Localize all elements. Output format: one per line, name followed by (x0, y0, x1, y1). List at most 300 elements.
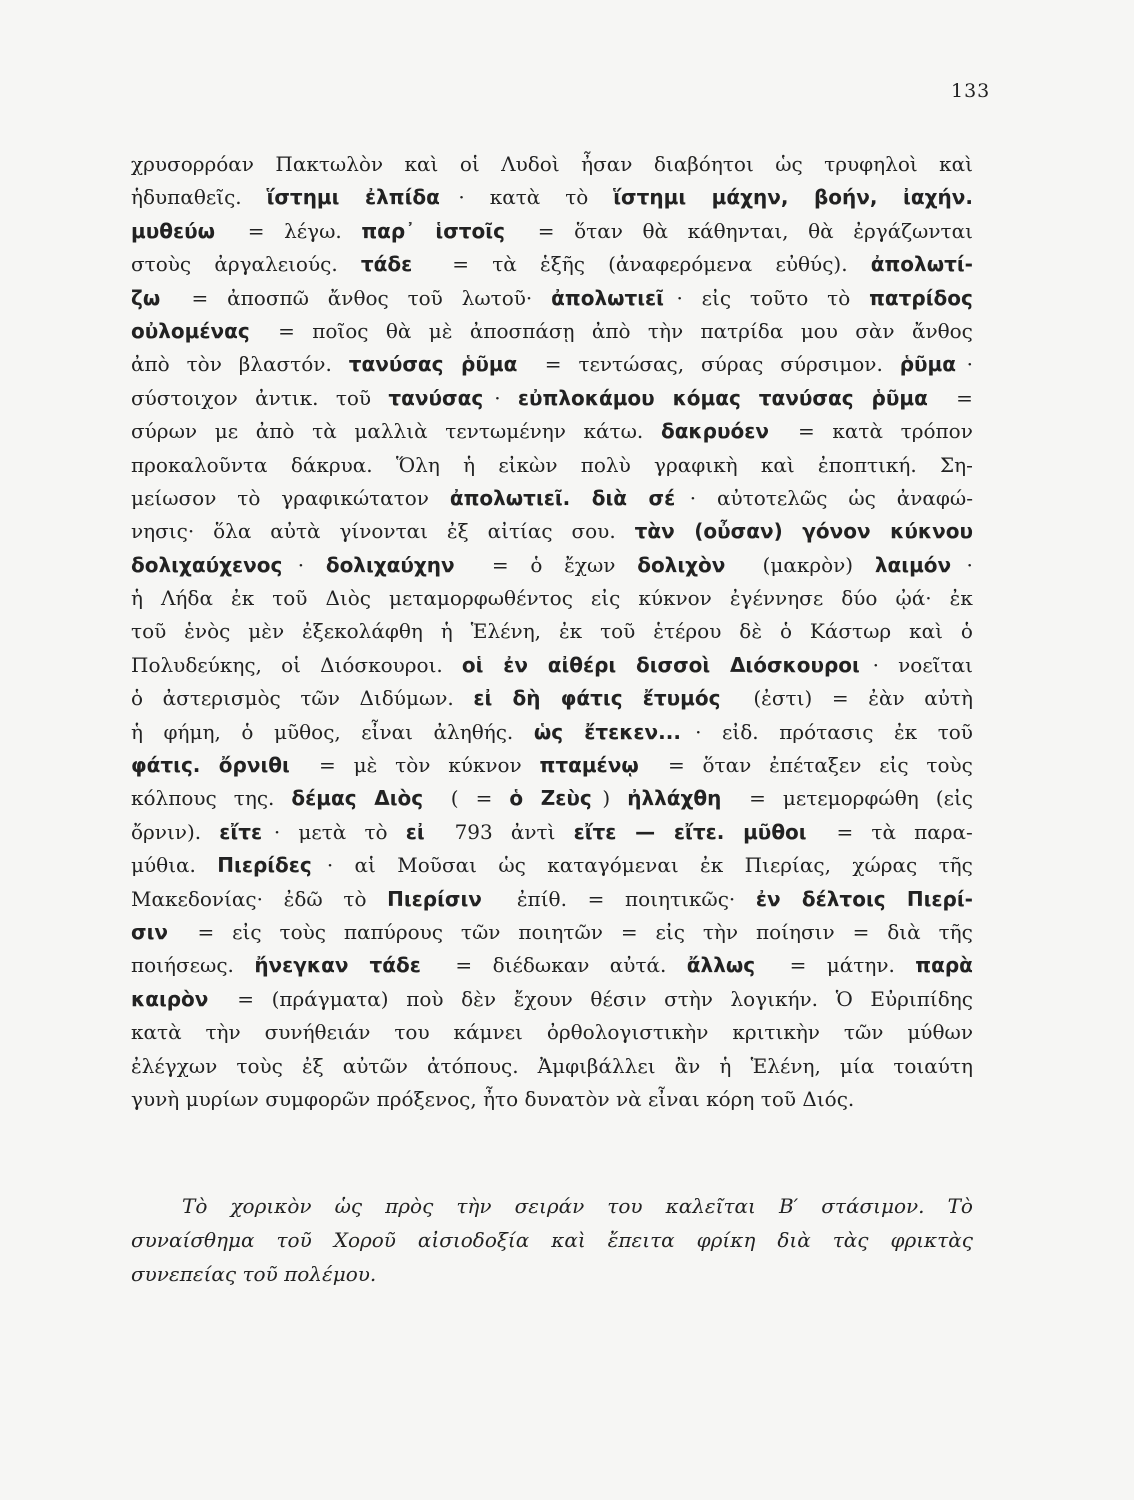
gloss-text: ποιήσεως. (131, 953, 241, 978)
gloss-text: λογικήν. (730, 986, 825, 1011)
text-line (131, 549, 973, 582)
gloss-text: συμφορῶν (265, 1086, 377, 1111)
gloss-text: μὲ (428, 318, 459, 343)
gloss-text: = (237, 986, 261, 1011)
gloss-text: σὰν (855, 318, 901, 343)
gloss-text: Κάστωρ (809, 619, 898, 644)
gloss-text: μετεμορφώθη (782, 786, 926, 811)
gloss-text: = (247, 218, 271, 243)
choral-word: διὰ (777, 1228, 811, 1252)
gloss-text: σύρσιμον. (780, 352, 890, 377)
gloss-text: = (667, 753, 692, 778)
gloss-text: θὰ (808, 218, 841, 243)
gloss-text: ἀποσπῶ (227, 285, 316, 310)
gloss-text: εἶναι (648, 1086, 707, 1111)
lemma-term: ῥῦμα (899, 352, 957, 377)
gloss-text (261, 315, 267, 348)
text-line (131, 348, 973, 381)
gloss-text: αὐτὴ (924, 686, 973, 711)
gloss-text: χρυσορρόαν (131, 152, 261, 176)
gloss-text: · (966, 552, 973, 577)
gloss-text: δυνατὸν (524, 1086, 617, 1111)
gloss-text: ἐπέταξεν (769, 753, 868, 778)
gloss-text: κατὰ (131, 1020, 188, 1045)
gloss-text: τὴν (205, 1020, 248, 1045)
text-line (131, 816, 973, 849)
gloss-text: ποιητικῶς· (624, 886, 742, 911)
lemma-term: Ζεὺς (540, 786, 592, 811)
gloss-text (434, 782, 440, 815)
gloss-text: = (191, 285, 215, 310)
gloss-text: ἐκ (558, 619, 589, 644)
gloss-text: μύθια. (131, 853, 203, 878)
gloss-text (429, 248, 435, 281)
gloss-text (435, 949, 441, 982)
gloss-text: τοῦ (760, 1086, 803, 1111)
gloss-text: τὴν (702, 919, 745, 944)
gloss-text: = (852, 919, 876, 944)
gloss-text (780, 415, 786, 448)
gloss-text: ὅλα (213, 519, 258, 544)
gloss-text: · (326, 853, 340, 878)
lemma-term: τανύσας (758, 385, 861, 410)
text-line (131, 315, 973, 348)
gloss-text: τοὺς (279, 919, 333, 944)
gloss-text: εἰς (232, 919, 268, 944)
text-line (131, 482, 973, 515)
gloss-text (769, 949, 775, 982)
gloss-text (518, 215, 524, 248)
gloss-text: · (966, 352, 973, 377)
gloss-text: ἄνθος (327, 285, 396, 310)
gloss-text: μὲν (248, 619, 291, 644)
gloss-text: οἱ (459, 152, 487, 176)
gloss-text: Διδύμων. (359, 686, 461, 711)
lemma-term: καιρὸν (131, 986, 209, 1011)
gloss-text: σύρας (701, 352, 770, 377)
gloss-text: Εὐριπίδης (870, 986, 973, 1011)
choral-line: συνεπείας τοῦ πολέμου. (131, 1262, 377, 1286)
text-line (131, 615, 973, 648)
gloss-text: γραφικὴ (654, 452, 744, 477)
gloss-text (732, 782, 738, 815)
gloss-text: · (676, 285, 690, 310)
gloss-text: πατρίδα (700, 318, 790, 343)
lemma-term: τὰν (634, 519, 682, 544)
text-line (131, 649, 973, 682)
lemma-term: Πιερίδες (217, 853, 312, 878)
gloss-text: = (836, 819, 860, 844)
text-line (131, 849, 973, 882)
gloss-text: ἀπὸ (255, 419, 301, 444)
gloss-text: σύρων (131, 419, 204, 444)
lemma-term: ἵστημι (266, 185, 347, 210)
lemma-term: Διὸς (374, 786, 424, 811)
gloss-text: καὶ (939, 152, 973, 176)
lemma-term: ὄρνιθι (218, 753, 290, 778)
gloss-text: ὁ (530, 552, 549, 577)
gloss-text: ἀστερισμὸς (162, 686, 288, 711)
gloss-text: · (872, 652, 886, 677)
gloss-text: μὲ (353, 753, 384, 778)
gloss-text: ἑνὸς (184, 619, 237, 644)
gloss-text (741, 549, 747, 582)
gloss-text: βλαστόν. (238, 352, 339, 377)
gloss-text: ἀντικ. (255, 385, 325, 410)
choral-word: φρίκη (696, 1228, 756, 1252)
text-line (131, 916, 973, 949)
gloss-text: σου. (571, 519, 623, 544)
lemma-term: Διόσκουροι (729, 652, 860, 677)
gloss-text: μεταμορφωθέντος (389, 586, 580, 611)
gloss-text: μαλλιὰ (354, 419, 434, 444)
lemma-term: γόνον (802, 519, 878, 544)
choral-word: ὡς (334, 1194, 363, 1218)
gloss-text: ἑτέρου (653, 619, 728, 644)
gloss-text: γυνὴ (131, 1086, 186, 1111)
gloss-text: ἡδυπαθεῖς. (131, 185, 248, 210)
gloss-text: εἰς (655, 919, 692, 944)
lemma-term: δέμας (291, 786, 364, 811)
gloss-text: κάμνει (453, 1020, 530, 1045)
lemma-term: ἔτεκεν... (584, 719, 681, 744)
gloss-text: Ση- (939, 452, 973, 477)
gloss-text: τοῦ (131, 619, 173, 644)
gloss-text: σύστοιχον (131, 385, 245, 410)
gloss-text (173, 282, 179, 315)
gloss-text: κόρη (706, 1086, 761, 1111)
gloss-text: με (214, 419, 245, 444)
choral-line (131, 1223, 973, 1257)
gloss-text: Μοῦσαι (397, 853, 484, 878)
lemma-term: δισσοὶ (635, 652, 718, 677)
gloss-text: μου (800, 318, 845, 343)
choral-word: φρικτὰς (890, 1228, 973, 1252)
lemma-term: ἐν (503, 652, 535, 677)
gloss-text: Πακτωλὸν (275, 152, 390, 176)
gloss-text (496, 883, 502, 916)
gloss-text: τῆς (938, 919, 973, 944)
text-line (131, 983, 973, 1016)
gloss-text: καὶ (404, 152, 445, 176)
gloss-text: ὡς (498, 853, 533, 878)
gloss-text: αὐτῶν (342, 1053, 415, 1078)
gloss-text: ἀτόπους. (427, 1053, 525, 1078)
gloss-text: = (491, 552, 515, 577)
lemma-term: Πιερίσιν (387, 886, 482, 911)
lemma-term: τανύσας (388, 385, 484, 410)
gloss-text (220, 983, 226, 1016)
choral-word: καλεῖται (665, 1194, 756, 1218)
gloss-text: (ἐστι) (753, 686, 819, 711)
lemma-term: οἱ (461, 652, 491, 677)
gloss-text: τὴν (647, 318, 690, 343)
gloss-text: αὐτά. (609, 953, 673, 978)
gloss-text: θέσιν (590, 986, 653, 1011)
lemma-term: εὐπλοκάμου (517, 385, 662, 410)
gloss-text: · (297, 552, 311, 577)
gloss-text: Ὅλη (395, 452, 447, 477)
gloss-text: δάκρυα. (290, 452, 379, 477)
gloss-text (734, 682, 740, 715)
gloss-text: μυρίων (185, 1086, 266, 1111)
gloss-text: πρόξενος, (376, 1086, 484, 1111)
gloss-text: ἡ (440, 619, 460, 644)
lemma-term: αἰθέρι (547, 652, 624, 677)
gloss-text: δὲ (739, 619, 769, 644)
gloss-text: ἐξεκολάφθη (302, 619, 430, 644)
gloss-text: θὰ (642, 218, 675, 243)
gloss-text: · (494, 385, 507, 410)
gloss-text: Διὸς (325, 586, 378, 611)
text-line (131, 1050, 973, 1083)
gloss-text: τὰ (312, 419, 344, 444)
gloss-text: ἐγέννησε (729, 586, 830, 611)
lemma-term: σιν (131, 919, 168, 944)
lemma-term: κόμας (672, 385, 748, 410)
text-line (131, 582, 973, 615)
gloss-text: κάθηνται, (687, 218, 795, 243)
gloss-text: εἰς (879, 753, 915, 778)
gloss-text: ἐπίθ. (516, 886, 574, 911)
gloss-text: γίνονται (339, 519, 435, 544)
gloss-text: ἐλέγχων (131, 1053, 224, 1078)
gloss-text: παπύρους (343, 919, 450, 944)
gloss-text: οἱ (281, 652, 308, 677)
text-line (131, 415, 973, 448)
gloss-text: διέδωκαν (492, 953, 596, 978)
gloss-text: δὲν (461, 986, 503, 1011)
gloss-text: τεντώσας, (578, 352, 691, 377)
gloss-text: (πράγματα) (271, 986, 395, 1011)
text-line (131, 749, 973, 782)
gloss-text: τοὺς (926, 753, 973, 778)
gloss-text: τὸ (364, 819, 394, 844)
gloss-text: ἦτο (483, 1086, 525, 1111)
gloss-text: αὐτὰ (270, 519, 327, 544)
gloss-text: ὀρθολογιστικὴν (546, 1020, 715, 1045)
gloss-text: = (956, 385, 973, 410)
gloss-text: Ὁ (835, 986, 860, 1011)
gloss-text: τοὺς (236, 1053, 290, 1078)
gloss-text: ᾠά· (895, 586, 938, 611)
lemma-term: δολιχαύχενος (131, 552, 283, 577)
gloss-text: · (273, 819, 287, 844)
gloss-text: τρόπον (900, 419, 973, 444)
choral-word: Χοροῦ (333, 1228, 396, 1252)
text-line (131, 248, 973, 281)
lemma-term: βοήν, (813, 185, 885, 210)
text-line (131, 1016, 973, 1049)
gloss-text: ποῖος (312, 318, 375, 343)
gloss-text: καὶ (760, 452, 802, 477)
gloss-text (301, 749, 307, 782)
gloss-text: = (831, 686, 855, 711)
gloss-text: ὁ (960, 619, 973, 644)
gloss-text: = (537, 218, 561, 243)
choral-word: τοῦ (276, 1228, 312, 1252)
gloss-text: ποὺ (406, 986, 450, 1011)
gloss-text: ὅταν (702, 753, 758, 778)
lemma-term: μάχην, (711, 185, 796, 210)
gloss-text: τὸν (395, 753, 437, 778)
gloss-text: ἔχουν (513, 986, 580, 1011)
gloss-text: Διός. (802, 1086, 855, 1111)
gloss-text: = (797, 419, 822, 444)
gloss-text: τοῦ (272, 586, 314, 611)
gloss-text: ὅταν (574, 218, 630, 243)
gloss-text: εὐθύς). (775, 252, 854, 277)
gloss-text: ἀληθής. (433, 719, 520, 744)
choral-word: στάσιμον. (821, 1194, 925, 1218)
gloss-text: ἡ (463, 452, 482, 477)
gloss-text: τὸ (565, 185, 595, 210)
lemma-term: φάτις. (131, 753, 208, 778)
lemma-term: εἴτε. (673, 819, 732, 844)
gloss-text: ὁ (241, 719, 260, 744)
gloss-text: πρότασις (779, 719, 880, 744)
gloss-text: ποιητῶν (518, 919, 610, 944)
gloss-text: λέγω. (284, 218, 349, 243)
gloss-text: θὰ (385, 318, 418, 343)
lemma-term: ἀπολωτί- (870, 252, 973, 277)
gloss-text: = (455, 953, 479, 978)
gloss-text: = (587, 886, 611, 911)
gloss-text (470, 549, 476, 582)
lemma-term: ὡς (533, 719, 571, 744)
gloss-text: τοῦ (937, 719, 973, 744)
lemma-term: δὴ (512, 686, 548, 711)
gloss-text: τῶν (300, 686, 347, 711)
gloss-text: ἐποπτική. (817, 452, 924, 477)
gloss-text: Πολυδεύκης, (131, 652, 269, 677)
gloss-text: τοῦτο (749, 285, 815, 310)
gloss-text: ἦσαν (581, 152, 639, 176)
lemma-term: ἠλλάχθη (627, 786, 722, 811)
gloss-text: εἰδ. (722, 719, 766, 744)
lemma-term: ἤνεγκαν (254, 953, 356, 978)
choral-word: αἰσιοδοξία (417, 1228, 530, 1252)
gloss-text: εἰς (590, 586, 627, 611)
gloss-text: κάτω. (583, 419, 650, 444)
gloss-text: = (197, 919, 221, 944)
gloss-text: νὰ (616, 1086, 649, 1111)
gloss-text: καὶ (909, 619, 950, 644)
gloss-text: ( (450, 786, 465, 811)
text-line (131, 282, 973, 315)
gloss-text: μείωσον (131, 485, 223, 510)
lemma-term: λαιμόν (874, 552, 952, 577)
choral-word: τὴν (456, 1194, 492, 1218)
lemma-term: ἀπολωτιεῖ (551, 285, 664, 310)
gloss-text: λωτοῦ· (461, 285, 539, 310)
gloss-text: διὰ (887, 919, 928, 944)
text-line (131, 682, 973, 715)
gloss-text (650, 749, 656, 782)
text-line (131, 515, 973, 548)
choral-note (131, 1189, 973, 1291)
gloss-text: κριτικὴν (732, 1020, 827, 1045)
gloss-text: αἱ (354, 853, 383, 878)
gloss-text: τὰ (492, 252, 524, 277)
gloss-text: ἡ (131, 719, 150, 744)
lemma-term: παρ᾽ (361, 218, 423, 243)
gloss-text: νοεῖται (898, 652, 973, 677)
lemma-term: τάδε (360, 252, 413, 277)
gloss-text: ἔχων (564, 552, 622, 577)
gloss-text: ἑξῆς (539, 252, 592, 277)
gloss-text: μύθων (907, 1020, 973, 1045)
gloss-text: Λυδοὶ (501, 152, 567, 176)
gloss-text: τρυφηλοὶ (824, 152, 925, 176)
lemma-term: κύκνου (890, 519, 973, 544)
gloss-text: · (695, 719, 708, 744)
lemma-term: δακρυόεν (660, 419, 769, 444)
gloss-text: Μακεδονίας· (131, 886, 270, 911)
gloss-text: ἐκ (893, 719, 924, 744)
gloss-text: κατὰ (489, 185, 547, 210)
lemma-term: ἰαχήν. (903, 185, 973, 210)
lemma-term: — (635, 819, 663, 844)
lemma-term: ὁ (509, 786, 531, 811)
gloss-text: ἐὰν (868, 686, 911, 711)
gloss-text: ἡ (719, 1053, 738, 1078)
lemma-term: εἰ (473, 686, 500, 711)
gloss-text: ὡς (775, 152, 810, 176)
lemma-term: οὐλομένας (131, 318, 250, 343)
gloss-text: = (749, 786, 773, 811)
gloss-text: ἐκ (230, 586, 261, 611)
choral-word: του (607, 1194, 643, 1218)
gloss-text: εἰς (701, 285, 738, 310)
lemma-term: ἔτυμός (642, 686, 721, 711)
gloss-text: κατὰ (832, 419, 890, 444)
gloss-text: αὐτοτελῶς (717, 485, 834, 510)
gloss-text: τῶν (460, 919, 507, 944)
gloss-text: ἀντὶ (510, 819, 562, 844)
gloss-text: ἀπὸ (131, 352, 177, 377)
lemma-term: εἰ (405, 819, 425, 844)
gloss-text: Διόσκουροι. (320, 652, 450, 677)
lemma-term: ἵστημι (613, 185, 694, 210)
gloss-text: τὸ (827, 285, 857, 310)
choral-word: τὰς (832, 1228, 869, 1252)
gloss-text: μετὰ (298, 819, 353, 844)
lemma-term: μῦθοι (743, 819, 807, 844)
lemma-term: πταμένῳ (539, 753, 639, 778)
lemma-term: Πιερί- (906, 886, 973, 911)
gloss-text (528, 348, 534, 381)
gloss-text: κύκνον (638, 586, 719, 611)
gloss-text: νησις· (131, 519, 201, 544)
choral-word: καὶ (551, 1228, 586, 1252)
gloss-text: συνήθειάν (264, 1020, 377, 1045)
gloss-text: (ἀναφερόμενα (608, 252, 759, 277)
gloss-text: χώρας (852, 853, 924, 878)
lemma-term: πατρίδος (869, 285, 973, 310)
gloss-text: τὸ (237, 485, 267, 510)
lemma-term: ἐν (755, 886, 788, 911)
text-line (131, 215, 973, 248)
gloss-text (436, 816, 442, 849)
commentary-text (131, 148, 973, 1116)
lemma-term: (οὖσαν) (694, 519, 790, 544)
gloss-text: τὸν (186, 352, 229, 377)
gloss-text: = (319, 753, 343, 778)
lemma-term: φάτις (560, 686, 630, 711)
gloss-text: τῶν (843, 1020, 890, 1045)
gloss-text (180, 916, 186, 949)
